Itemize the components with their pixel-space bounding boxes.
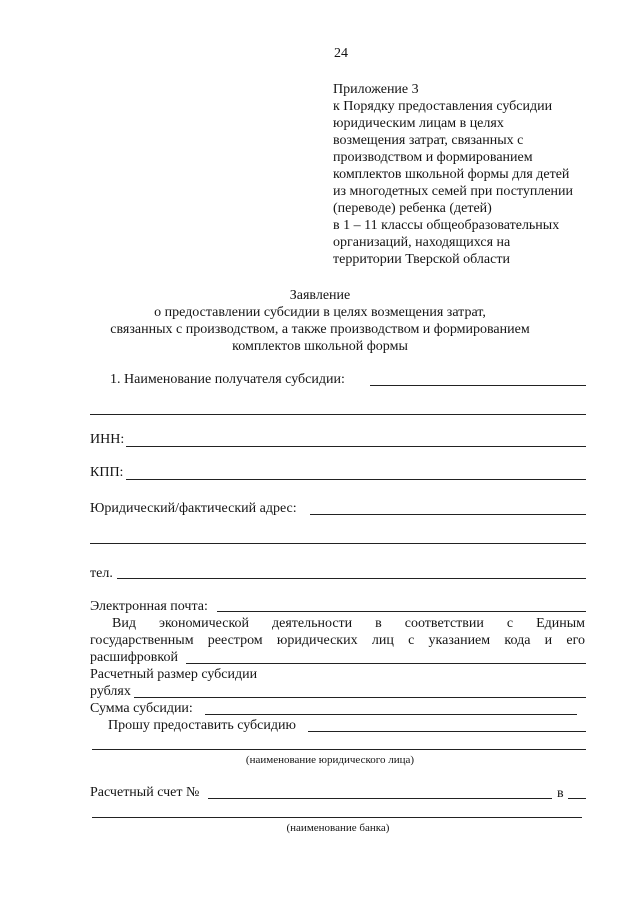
title-line: комплектов школьной формы [232,339,408,354]
appendix-line: Приложение 3 [333,82,419,97]
account-label: Расчетный счет № [90,785,200,800]
appendix-line: организаций, находящихся на [333,235,511,250]
title-line: связанных с производством, а также производством и формированием [110,322,530,337]
appendix-line: юридическим лицам в целях [333,116,504,131]
rubles-label: рублях [90,684,131,699]
inn-field[interactable] [126,446,586,447]
sum-label: Сумма субсидии: [90,701,193,716]
phone-field[interactable] [117,578,586,579]
phone-label: тел. [90,566,113,581]
account-number-field[interactable] [208,798,552,799]
title-line: о предоставлении субсидии в целях возмещения затрат, [154,305,486,320]
kpp-label: КПП: [90,465,124,480]
appendix-line: производством и формированием [333,150,533,165]
account-in-field[interactable] [568,798,586,799]
activity-line: государственным реестром юридических лиц с указанием кода и его [90,633,585,648]
bank-name-field[interactable] [92,817,582,818]
request-label: Прошу предоставить субсидию [108,718,296,733]
address-field[interactable] [310,514,586,515]
request-field[interactable] [308,731,586,732]
legal-entity-field[interactable] [92,749,586,750]
kpp-field[interactable] [126,479,586,480]
address-label: Юридический/фактический адрес: [90,501,297,516]
appendix-line: возмещения затрат, связанных с [333,133,524,148]
recipient-label: 1. Наименование получателя субсидии: [110,372,345,387]
bank-caption: (наименование банка) [286,822,390,834]
sum-field[interactable] [205,714,577,715]
recipient-name-field-continued[interactable] [90,414,586,415]
account-in-label: в [557,786,564,801]
legal-entity-caption: (наименование юридического лица) [245,754,415,766]
appendix-line: комплектов школьной формы для детей [333,167,570,182]
recipient-name-field[interactable] [370,385,586,386]
rubles-field[interactable] [134,697,586,698]
appendix-line: к Порядку предоставления субсидии [333,99,553,114]
email-field[interactable] [217,611,586,612]
address-field-continued[interactable] [90,543,586,544]
title-heading: Заявление [289,288,351,303]
estimated-subsidy-label: Расчетный размер субсидии [90,667,258,682]
activity-line: расшифровкой [90,650,178,665]
appendix-line: (переводе) ребенка (детей) [333,201,492,216]
appendix-line: территории Тверской области [333,252,510,267]
appendix-line: из многодетных семей при поступлении [333,184,574,199]
appendix-line: в 1 – 11 классы общеобразовательных [333,218,560,233]
page-number: 24 [334,46,348,61]
inn-label: ИНН: [90,432,125,447]
email-label: Электронная почта: [90,599,208,614]
activity-line: Вид экономической деятельности в соответствии с Единым [112,616,585,631]
activity-field[interactable] [186,663,586,664]
